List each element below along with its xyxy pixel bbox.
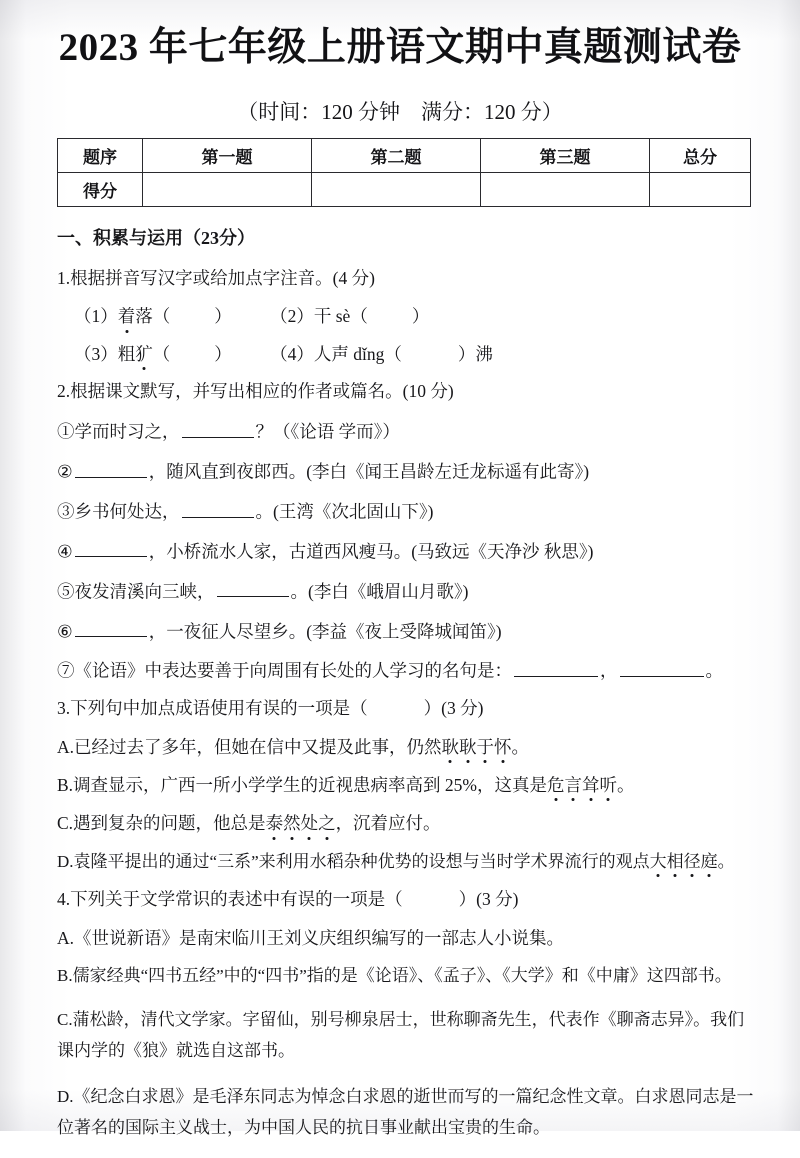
table-row	[58, 173, 751, 207]
q1-item-1-dotted-char: 着	[117, 306, 136, 327]
q2-item-3-number: ③	[57, 501, 75, 522]
question-3-stem-before: 3.下列句中加点成语使用有误的一项是（	[57, 698, 368, 719]
q4-option-d-text: 《纪念白求恩》是毛泽东同志为悼念白求恩的逝世而写的一篇纪念性文章。白求恩同志是一位著名的国际主义战士，为中国人民的抗日事业献出宝贵的生命。	[57, 1086, 754, 1138]
q1-item-4-after: （	[384, 343, 402, 364]
q2-item-5-blank[interactable]	[217, 579, 289, 598]
q2-item-2-blank[interactable]	[75, 459, 147, 478]
q1-item-3-dotted-char: 犷	[135, 343, 153, 364]
q2-item-7-number: ⑦	[57, 660, 75, 681]
q3-option-a-before: 已经过去了多年，但她在信中又提及此事，仍然	[74, 736, 442, 757]
q2-item-6-number: ⑥	[57, 621, 73, 642]
q1-item-3-tail: ）	[214, 343, 232, 364]
q3-option-b-label: B.	[57, 774, 74, 795]
question-4-stem-after: ）(3 分)	[458, 889, 519, 910]
q3-option-b-dotted-idiom: 危言耸听	[547, 774, 618, 795]
q2-item-7-blank-2[interactable]	[620, 658, 704, 677]
q4-option-a-text: 《世说新语》是南宋临川王刘义庆组织编写的一部志人小说集。	[74, 927, 565, 948]
q1-item-3-pre: 粗	[117, 343, 136, 364]
q3-option-c-dotted-idiom: 泰然处之	[265, 813, 336, 834]
q3-option-c-before: 遇到复杂的问题，他总是	[73, 813, 266, 834]
question-2-item-3	[57, 499, 757, 523]
q1-item-4-pinyin: dǐng	[353, 343, 385, 364]
q2-item-7-after: 。	[705, 660, 723, 681]
question-2-stem: 2.根据课文默写，并写出相应的作者或篇名。(10 分)	[57, 380, 454, 401]
q1-item-2-number: （2）	[270, 306, 314, 327]
q1-item-4-before: 人声	[313, 343, 354, 364]
q1-item-2-tail: ）	[411, 306, 430, 327]
q1-item-1-number: （1）	[74, 306, 118, 327]
q1-item-4-tail: ）沸	[457, 343, 493, 364]
q3-option-c-label: C.	[57, 813, 74, 834]
score-cell-q2[interactable]	[312, 173, 481, 207]
q2-item-1-blank[interactable]	[182, 419, 254, 438]
section-heading-1: 一、积累与运用（23分）	[57, 228, 255, 248]
question-4-option-a[interactable]	[57, 928, 757, 949]
question-3-stem	[57, 698, 757, 719]
question-1-row-1	[57, 306, 757, 327]
question-1-row-2	[57, 344, 757, 365]
q3-option-a-dotted-idiom: 耿耿于怀	[441, 736, 512, 757]
q3-option-d-dotted-idiom: 大相径庭	[649, 851, 718, 871]
q2-item-5-number: ⑤	[57, 581, 75, 602]
q4-option-c-label: C.	[57, 1009, 73, 1029]
score-cell-q3[interactable]	[481, 173, 650, 207]
q3-option-d-label: D.	[57, 851, 74, 871]
question-4-option-d[interactable]	[57, 1081, 757, 1144]
q2-item-4-after: ，小桥流水人家，古道西风瘦马。(马致远《天净沙 秋思》)	[148, 541, 594, 562]
q1-item-1-post: 落（	[135, 306, 171, 327]
question-2-item-6	[57, 619, 757, 643]
q2-item-5-before: 夜发清溪向三峡，	[74, 581, 215, 602]
q3-option-b-before: 调查显示，广西一所小学学生的近视患病率高到 25%，这真是	[73, 774, 548, 795]
q4-option-a-label: A.	[57, 927, 75, 948]
q4-option-b-text: 儒家经典“四书五经”中的“四书”指的是《论语》、《孟子》、《大学》和《中庸》这四部书。	[72, 966, 732, 986]
question-2-item-1	[57, 419, 757, 443]
q2-item-6-after: ，一夜征人尽望乡。(李益《夜上受降城闻笛》)	[148, 621, 502, 642]
q4-option-d-label: D.	[57, 1086, 74, 1106]
q3-option-a-after: 。	[511, 736, 530, 757]
q2-item-7-before: 《论语》中表达要善于向周围有长处的人学习的名句是：	[74, 660, 512, 681]
question-2-item-7	[57, 658, 757, 682]
q2-item-2-number: ②	[57, 461, 73, 482]
question-4-stem-before: 4.下列关于文学常识的表述中有误的一项是（	[57, 889, 403, 910]
question-3-option-b[interactable]	[57, 775, 757, 796]
score-table-header-total: 总分	[650, 139, 751, 173]
score-cell-q1[interactable]	[143, 173, 312, 207]
q2-item-7-middle: ，	[600, 660, 618, 681]
q1-item-4-number: （4）	[270, 343, 314, 364]
score-table-header-q2: 第二题	[312, 139, 481, 173]
question-2-item-2	[57, 459, 757, 483]
q3-option-a-label: A.	[57, 736, 75, 757]
score-table-header-q1: 第一题	[143, 139, 312, 173]
table-row	[58, 139, 751, 173]
q2-item-7-blank-1[interactable]	[514, 658, 598, 677]
q1-item-2-after: （	[350, 306, 368, 327]
q2-item-1-number: ①	[57, 421, 75, 442]
score-table-row-label-1: 得分	[58, 173, 143, 207]
question-3-option-c[interactable]	[57, 813, 757, 834]
q1-item-1-tail: ）	[214, 306, 232, 327]
q2-item-4-blank[interactable]	[75, 539, 147, 558]
score-cell-total[interactable]	[650, 173, 751, 207]
q2-item-2-after: ，随风直到夜郎西。(李白《闻王昌龄左迁龙标遥有此寄》)	[148, 461, 590, 482]
q4-option-c-text: 蒲松龄，清代文学家。字留仙，别号柳泉居士，世称聊斋先生，代表作《聊斋志异》。我们课内学的《狼》就选自这部书。	[57, 1009, 745, 1061]
q1-item-2-before: 干	[313, 306, 336, 327]
q1-item-3-number: （3）	[74, 343, 118, 364]
q2-item-1-after: ？（《论语 学而》）	[255, 421, 400, 442]
question-2-item-4	[57, 539, 757, 563]
question-4-option-c[interactable]	[57, 1004, 757, 1067]
question-1-stem: 1.根据拼音写汉字或给加点字注音。(4 分)	[57, 267, 375, 288]
q3-option-b-after: 。	[617, 774, 635, 795]
q2-item-5-after: 。(李白《峨眉山月歌》)	[290, 581, 469, 602]
page-title: 2023 年七年级上册语文期中真题测试卷	[58, 26, 742, 69]
q2-item-3-before: 乡书何处达，	[74, 501, 180, 522]
question-3-stem-after: ）(3 分)	[423, 698, 484, 719]
q2-item-3-blank[interactable]	[182, 499, 254, 518]
question-3-option-a[interactable]	[57, 737, 757, 758]
score-table	[57, 138, 751, 207]
exam-body	[57, 228, 757, 1158]
q3-option-d-after: 。	[717, 851, 735, 871]
score-table-header-q3: 第三题	[481, 139, 650, 173]
score-table-row-label-0: 题序	[58, 139, 143, 173]
question-4-option-b[interactable]	[57, 966, 757, 987]
q2-item-3-after: 。(王湾《次北固山下》)	[255, 501, 434, 522]
q1-item-3-post: （	[152, 343, 171, 364]
question-4-stem	[57, 889, 757, 910]
q2-item-6-blank[interactable]	[75, 619, 147, 638]
q2-item-1-before: 学而时习之，	[74, 421, 180, 442]
question-2-item-5	[57, 579, 757, 603]
q4-option-b-label: B.	[57, 966, 73, 986]
q3-option-d-before: 袁隆平提出的通过“三系”来利用水稻杂种优势的设想与当时学术界流行的观点	[73, 851, 650, 871]
q1-item-2-pinyin: sè	[335, 306, 351, 327]
q2-item-4-number: ④	[57, 541, 73, 562]
question-3-option-d[interactable]	[57, 852, 757, 873]
exam-time-and-score-subtitle: （时间：120 分钟 满分：120 分）	[237, 100, 563, 124]
q3-option-c-after: ，沉着应付。	[335, 813, 441, 834]
